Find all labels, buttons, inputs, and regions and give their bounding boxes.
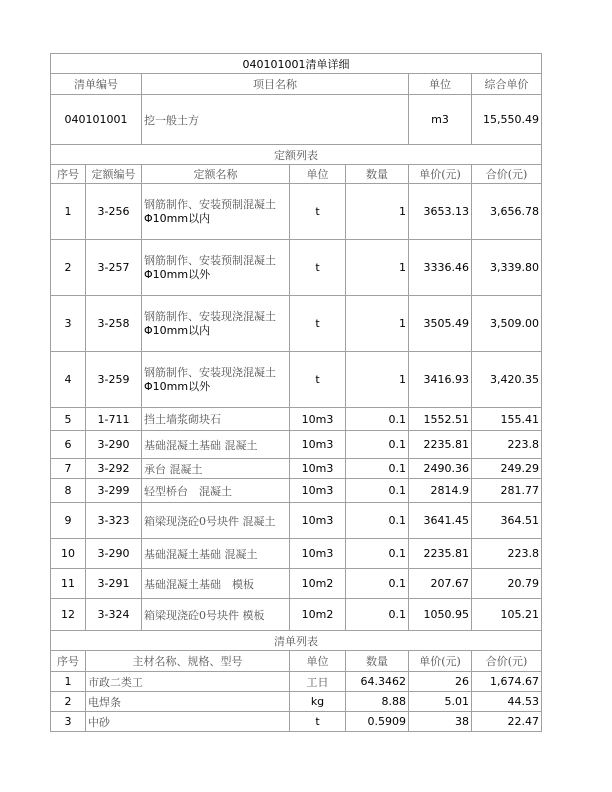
quota-unit: 10m3 (290, 431, 346, 459)
quota-seq: 3 (51, 296, 86, 352)
quota-name-line2: Φ10mm以内 (144, 211, 211, 225)
material-unit: kg (290, 692, 346, 712)
quota-header-unit: 单位 (290, 165, 346, 184)
quota-total: 223.8 (472, 431, 542, 459)
quota-seq: 10 (51, 539, 86, 569)
bill-code-header: 清单编号 (51, 74, 142, 95)
quota-name: 基础混凝土基础 混凝土 (142, 539, 290, 569)
quota-unit: t (290, 296, 346, 352)
quota-name (142, 296, 290, 352)
quota-name: 箱梁现浇砼0号块件 模板 (142, 599, 290, 631)
quota-header-total: 合价(元) (472, 165, 542, 184)
quota-unit: 10m2 (290, 599, 346, 631)
material-header-unit: 单位 (290, 651, 346, 672)
quota-name-line1: 钢筋制作、安装现浇混凝土 (144, 309, 276, 323)
quota-unit-price: 3505.49 (409, 296, 472, 352)
quota-name: 承台 混凝土 (142, 459, 290, 479)
quota-header-qty: 数量 (346, 165, 409, 184)
quota-row (51, 184, 542, 240)
material-header-seq: 序号 (51, 651, 86, 672)
quota-unit-price: 3653.13 (409, 184, 472, 240)
material-seq: 1 (51, 672, 86, 692)
material-row (51, 692, 542, 712)
bill-unit: m3 (409, 95, 472, 145)
material-total: 44.53 (472, 692, 542, 712)
quota-name-line2: Φ10mm以外 (144, 379, 211, 393)
bill-detail-table (50, 53, 542, 732)
quota-row (51, 599, 542, 631)
quota-code: 3-292 (86, 459, 142, 479)
quota-seq: 4 (51, 352, 86, 408)
quota-code: 3-290 (86, 431, 142, 459)
quota-name (142, 352, 290, 408)
material-header-qty: 数量 (346, 651, 409, 672)
quota-code: 3-299 (86, 479, 142, 503)
quota-name-line2: Φ10mm以外 (144, 267, 211, 281)
quota-total: 3,339.80 (472, 240, 542, 296)
quota-header-seq: 序号 (51, 165, 86, 184)
quota-seq: 12 (51, 599, 86, 631)
quota-total: 105.21 (472, 599, 542, 631)
quota-code: 3-323 (86, 503, 142, 539)
quota-code: 3-291 (86, 569, 142, 599)
quota-qty: 0.1 (346, 431, 409, 459)
quota-row (51, 240, 542, 296)
material-unit: t (290, 712, 346, 732)
material-header-total: 合价(元) (472, 651, 542, 672)
quota-row (51, 479, 542, 503)
quota-name-line1: 钢筋制作、安装预制混凝土 (144, 197, 276, 211)
quota-name: 挡土墙浆砌块石 (142, 408, 290, 431)
quota-unit-price: 3336.46 (409, 240, 472, 296)
quota-code: 3-259 (86, 352, 142, 408)
quota-unit: 10m3 (290, 503, 346, 539)
quota-unit-price: 3416.93 (409, 352, 472, 408)
quota-name: 基础混凝土基础 混凝土 (142, 431, 290, 459)
quota-qty: 1 (346, 352, 409, 408)
material-name: 电焊条 (86, 692, 290, 712)
material-name: 中砂 (86, 712, 290, 732)
quota-unit-price: 2814.9 (409, 479, 472, 503)
quota-unit: 10m3 (290, 479, 346, 503)
material-unit: 工日 (290, 672, 346, 692)
quota-header-name: 定额名称 (142, 165, 290, 184)
quota-row (51, 431, 542, 459)
quota-row (51, 352, 542, 408)
quota-row (51, 459, 542, 479)
quota-total: 364.51 (472, 503, 542, 539)
title-text: 040101001清单详细 (242, 57, 350, 71)
material-row (51, 712, 542, 732)
quota-unit: 10m3 (290, 539, 346, 569)
quota-name: 轻型桥台 混凝土 (142, 479, 290, 503)
material-unit-price: 26 (409, 672, 472, 692)
quota-code: 1-711 (86, 408, 142, 431)
quota-qty: 0.1 (346, 479, 409, 503)
quota-total: 3,420.35 (472, 352, 542, 408)
bill-price: 15,550.49 (472, 95, 542, 145)
quota-name-line1: 钢筋制作、安装预制混凝土 (144, 253, 276, 267)
material-unit-price: 38 (409, 712, 472, 732)
quota-unit-price: 2490.36 (409, 459, 472, 479)
quota-unit-price: 2235.81 (409, 431, 472, 459)
quota-qty: 1 (346, 184, 409, 240)
quota-unit-price: 207.67 (409, 569, 472, 599)
quota-unit: t (290, 240, 346, 296)
quota-section-title: 定额列表 (51, 145, 542, 165)
quota-total: 155.41 (472, 408, 542, 431)
material-row (51, 672, 542, 692)
quota-code: 3-257 (86, 240, 142, 296)
table-title (51, 54, 542, 74)
quota-row (51, 569, 542, 599)
quota-qty: 0.1 (346, 539, 409, 569)
material-section-title: 清单列表 (51, 631, 542, 651)
quota-row (51, 539, 542, 569)
quota-seq: 1 (51, 184, 86, 240)
bill-name: 挖一般土方 (142, 95, 409, 145)
quota-name (142, 240, 290, 296)
material-seq: 3 (51, 712, 86, 732)
quota-row (51, 503, 542, 539)
quota-qty: 0.1 (346, 459, 409, 479)
quota-row (51, 296, 542, 352)
quota-qty: 1 (346, 296, 409, 352)
quota-total: 3,509.00 (472, 296, 542, 352)
material-qty: 64.3462 (346, 672, 409, 692)
quota-total: 20.79 (472, 569, 542, 599)
quota-qty: 0.1 (346, 408, 409, 431)
quota-row (51, 408, 542, 431)
quota-unit-price: 1050.95 (409, 599, 472, 631)
quota-name: 箱梁现浇砼0号块件 混凝土 (142, 503, 290, 539)
quota-header-unit-price: 单价(元) (409, 165, 472, 184)
quota-seq: 5 (51, 408, 86, 431)
quota-seq: 2 (51, 240, 86, 296)
quota-unit: 10m3 (290, 408, 346, 431)
quota-code: 3-256 (86, 184, 142, 240)
quota-unit-price: 3641.45 (409, 503, 472, 539)
quota-name-line2: Φ10mm以内 (144, 323, 211, 337)
bill-price-header: 综合单价 (472, 74, 542, 95)
quota-qty: 1 (346, 240, 409, 296)
material-header-name: 主材名称、规格、型号 (86, 651, 290, 672)
quota-name (142, 184, 290, 240)
quota-name-line1: 钢筋制作、安装现浇混凝土 (144, 365, 276, 379)
quota-qty: 0.1 (346, 599, 409, 631)
quota-unit-price: 1552.51 (409, 408, 472, 431)
bill-unit-header: 单位 (409, 74, 472, 95)
quota-code: 3-290 (86, 539, 142, 569)
quota-total: 249.29 (472, 459, 542, 479)
quota-unit: t (290, 184, 346, 240)
quota-total: 223.8 (472, 539, 542, 569)
quota-unit: 10m3 (290, 459, 346, 479)
quota-qty: 0.1 (346, 569, 409, 599)
material-unit-price: 5.01 (409, 692, 472, 712)
quota-seq: 7 (51, 459, 86, 479)
material-total: 22.47 (472, 712, 542, 732)
quota-seq: 9 (51, 503, 86, 539)
quota-qty: 0.1 (346, 503, 409, 539)
quota-header-code: 定额编号 (86, 165, 142, 184)
quota-name: 基础混凝土基础 模板 (142, 569, 290, 599)
quota-seq: 6 (51, 431, 86, 459)
quota-unit-price: 2235.81 (409, 539, 472, 569)
quota-code: 3-258 (86, 296, 142, 352)
material-qty: 8.88 (346, 692, 409, 712)
quota-total: 281.77 (472, 479, 542, 503)
bill-code: 040101001 (51, 95, 142, 145)
quota-unit: 10m2 (290, 569, 346, 599)
quota-unit: t (290, 352, 346, 408)
quota-code: 3-324 (86, 599, 142, 631)
material-seq: 2 (51, 692, 86, 712)
material-header-unit-price: 单价(元) (409, 651, 472, 672)
material-qty: 0.5909 (346, 712, 409, 732)
quota-seq: 8 (51, 479, 86, 503)
bill-name-header: 项目名称 (142, 74, 409, 95)
material-name: 市政二类工 (86, 672, 290, 692)
material-total: 1,674.67 (472, 672, 542, 692)
quota-seq: 11 (51, 569, 86, 599)
quota-total: 3,656.78 (472, 184, 542, 240)
